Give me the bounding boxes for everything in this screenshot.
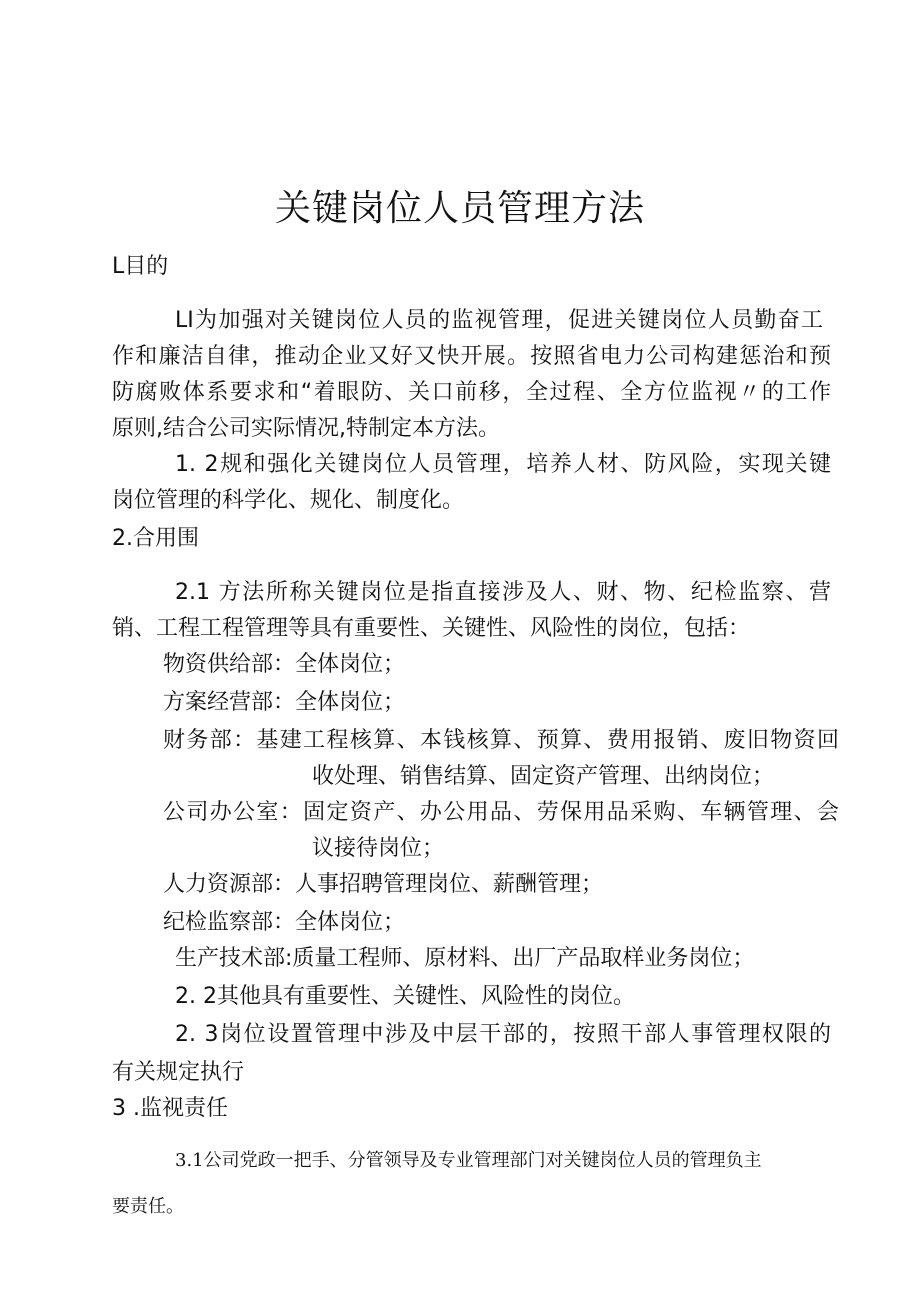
section-heading-scope: 2.合用围: [112, 526, 199, 551]
paragraph-line: 2.1 方法所称关键岗位是指直接涉及人、财、物、纪检监察、营: [175, 580, 831, 605]
department-item: 物资供给部：全体岗位；: [163, 652, 406, 677]
paragraph-line: 2. 2其他具有重要性、关键性、风险性的岗位。: [175, 984, 635, 1009]
department-item: 公司办公室：固定资产、办公用品、劳保用品采购、车辆管理、会: [163, 800, 839, 825]
department-item: 纪检监察部：全体岗位；: [163, 910, 406, 935]
department-item-continuation: 议接待岗位；: [312, 836, 445, 861]
department-item: 生产技术部:质量工程师、原材料、出厂产品取样业务岗位；: [175, 946, 755, 971]
paragraph-line: LI为加强对关键岗位人员的监视管理，促进关键岗位人员勤奋工: [175, 308, 823, 333]
document-title: 关键岗位人员管理方法: [274, 188, 645, 229]
department-item: 财务部：基建工程核算、本钱核算、预算、费用报销、废旧物资回: [163, 728, 839, 753]
paragraph-line: 作和廉洁自律，推动企业又好又快开展。按照省电力公司构建惩治和预: [112, 344, 831, 369]
section-heading-purpose: L目的: [112, 254, 169, 279]
paragraph-line: 要责任。: [112, 1196, 184, 1217]
paragraph-line: 1. 2规和强化关键岗位人员管理，培养人材、防风险，实现关键: [175, 452, 831, 477]
section-heading-supervision: 3 .监视责任: [112, 1096, 228, 1121]
paragraph-line: 岗位管理的科学化、规化、制度化。: [112, 488, 465, 513]
paragraph-line: 销、工程工程管理等具有重要性、关键性、风险性的岗位，包括：: [112, 616, 751, 641]
department-item-continuation: 收处理、销售结算、固定资产管理、出纳岗位；: [312, 764, 775, 789]
paragraph-line: 3.1公司党政一把手、分管领导及专业管理部门对关键岗位人员的管理负主: [175, 1150, 762, 1171]
paragraph-line: 原则,结合公司实际情况,特制定本方法。: [112, 416, 500, 441]
paragraph-line: 防腐败体系要求和“着眼防、关口前移，全过程、全方位监视〃的工作: [112, 380, 831, 405]
department-item: 人力资源部：人事招聘管理岗位、薪酬管理；: [163, 872, 604, 897]
department-item: 方案经营部：全体岗位；: [163, 690, 406, 715]
paragraph-line: 有关规定执行: [112, 1060, 245, 1085]
paragraph-line: 2. 3岗位设置管理中涉及中层干部的，按照干部人事管理权限的: [175, 1022, 831, 1047]
